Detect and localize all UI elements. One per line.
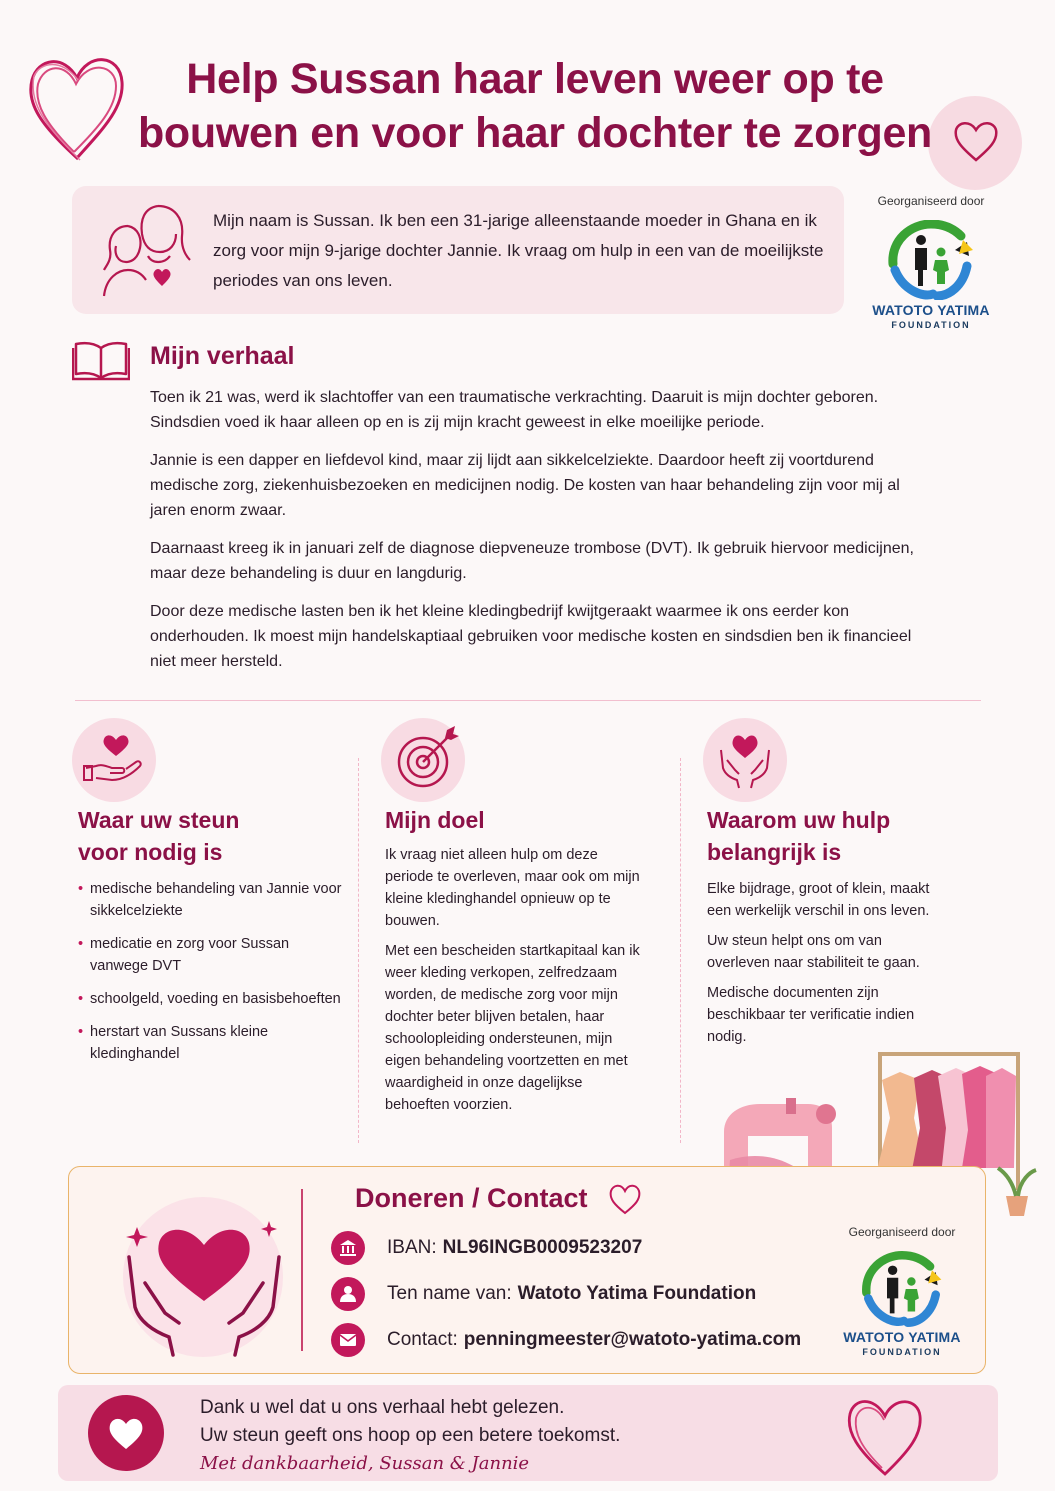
story-paragraph: Jannie is een dapper en liefdevol kind, maar zij lijdt aan sikkelcelziekte. Daardoor heeft zij voortdurend medische zorg, ziekenhuisbezoeken en medicijnen nodig. De kosten van haar behandeling zijn voor mij al jaren enorm zwaar. xyxy=(150,452,900,519)
why-body xyxy=(707,878,947,1056)
story-paragraph: Door deze medische lasten ben ik het kleine kledingbedrijf kwijtgeraakt waarmee ik ons eerder kon onderhouden. Ik moest mijn handelskaptiaal gebruiken voor medische kosten en sindsdien ben ik financieel niet meer hersteld. xyxy=(150,603,912,670)
title-line-1: Help Sussan haar leven weer op te xyxy=(186,55,884,103)
organizer-logo-bottom xyxy=(827,1225,977,1357)
why-paragraph: Elke bijdrage, groot of klein, maakt een werkelijk verschil in ons leven. xyxy=(707,881,930,919)
list-item: • medische behandeling van Jannie voor sikkelcelziekte xyxy=(78,878,343,922)
support-heading-line-1: Waar uw steun xyxy=(78,807,240,833)
heart-badge xyxy=(88,1395,164,1471)
list-item: • herstart van Sussans kleine kledinghandel xyxy=(78,1021,343,1065)
intro-box xyxy=(72,186,844,314)
heart-outline-icon xyxy=(840,1388,930,1480)
footer-thanks: Dank u wel dat u ons verhaal hebt gelezen. xyxy=(200,1397,565,1418)
account-name-label: Ten name van: xyxy=(387,1283,512,1304)
person-icon xyxy=(331,1277,365,1311)
logo-name: WATOTO YATIMA xyxy=(872,302,990,318)
iban-label: IBAN: xyxy=(387,1237,437,1258)
why-heading xyxy=(707,804,977,868)
heart-outline-icon xyxy=(607,1181,643,1217)
why-paragraph: Medische documenten zijn beschikbaar ter verificatie indien nodig. xyxy=(707,985,915,1045)
story-paragraph: Daarnaast kreeg ik in januari zelf de diagnose diepveneuze trombose (DVT). Ik gebruik hiervoor medicijnen, maar deze behandeling is duur en langdurig. xyxy=(150,540,914,582)
why-paragraph: Uw steun helpt ons om van overleven naar stabiliteit te gaan. xyxy=(707,933,920,971)
heart-icon xyxy=(106,1415,146,1451)
watoto-yatima-logo-icon xyxy=(883,220,979,300)
support-heading xyxy=(78,804,328,868)
title-line-2: bouwen en voor haar dochter te zorgen xyxy=(137,109,933,157)
heart-hand-icon xyxy=(82,730,146,790)
iban-row xyxy=(331,1231,642,1265)
mail-icon xyxy=(331,1323,365,1357)
contact-label: Contact: xyxy=(387,1329,458,1350)
column-divider xyxy=(358,758,359,1143)
account-name-value: Watoto Yatima Foundation xyxy=(517,1283,757,1304)
why-heading-line-1: Waarom uw hulp xyxy=(707,807,891,833)
watoto-yatima-logo-icon xyxy=(857,1251,947,1327)
contact-row xyxy=(331,1323,801,1357)
support-heading-line-2: voor nodig is xyxy=(78,839,223,865)
bank-icon xyxy=(331,1231,365,1265)
target-icon xyxy=(391,722,463,794)
goal-body xyxy=(385,844,650,1124)
logo-name: WATOTO YATIMA xyxy=(843,1329,961,1345)
footer-signature: Met dankbaarheid, Sussan & Jannie xyxy=(200,1453,530,1474)
contact-email-link[interactable]: penningmeester@watoto-yatima.com xyxy=(463,1329,802,1350)
account-name-row xyxy=(331,1277,756,1311)
hands-heart-icon xyxy=(713,728,777,792)
support-list xyxy=(78,878,343,1076)
iban-value[interactable]: NL96INGB0009523207 xyxy=(442,1237,643,1258)
intro-text: Mijn naam is Sussan. Ik ben een 31-jarige alleenstaande moeder in Ghana en ik zorg voor mijn 9-jarige dochter Jannie. Ik vraag om hulp in een van de moeilijkste periodes van ons leven. xyxy=(213,211,824,290)
donate-heading: Doneren / Contact xyxy=(355,1183,588,1213)
organizer-label: Georganiseerd door xyxy=(848,1225,956,1239)
organizer-logo-top xyxy=(856,194,1006,330)
list-item: • schoolgeld, voeding en basisbehoeften xyxy=(78,988,343,1010)
footer-hope: Uw steun geeft ons hoop op een betere toekomst. xyxy=(200,1425,621,1446)
story-paragraph: Toen ik 21 was, werd ik slachtoffer van een traumatische verkrachting. Daaruit is mijn dochter geboren. Sindsdien voed ik haar alleen op en is zij mijn kracht geweest in elke moeilijke periode. xyxy=(150,389,879,431)
column-divider xyxy=(680,758,681,1143)
goal-paragraph: Met een bescheiden startkapitaal kan ik weer kleding verkopen, zelfredzaam worden, de medische zorg voor mijn dochter beter blijven betalen, haar schoolopleiding ondersteunen, mijn eigen behandeling voortzetten en met waardigheid in onze dagelijkse behoeften voorzien. xyxy=(385,943,640,1113)
hands-heart-icon xyxy=(109,1197,299,1367)
section-divider xyxy=(75,700,981,701)
logo-sub: FOUNDATION xyxy=(891,320,971,330)
organizer-label: Georganiseerd door xyxy=(877,194,985,208)
logo-sub: FOUNDATION xyxy=(862,1347,942,1357)
goal-paragraph: Ik vraag niet alleen hulp om deze periode te overleven, maar ook om mijn kleine kledinghandel opnieuw op te bouwen. xyxy=(385,847,640,929)
heart-outline-icon xyxy=(22,46,132,166)
story-body xyxy=(150,385,920,687)
why-heading-line-2: belangrijk is xyxy=(707,839,842,865)
page-title xyxy=(120,52,950,160)
donate-box xyxy=(68,1166,986,1374)
book-icon xyxy=(72,338,130,382)
heart-outline-icon xyxy=(950,116,1002,168)
donate-divider xyxy=(301,1189,303,1351)
story-heading: Mijn verhaal xyxy=(150,342,295,370)
goal-heading: Mijn doel xyxy=(385,807,485,833)
list-item: • medicatie en zorg voor Sussan vanwege DVT xyxy=(78,933,343,977)
mother-daughter-icon xyxy=(98,200,198,300)
